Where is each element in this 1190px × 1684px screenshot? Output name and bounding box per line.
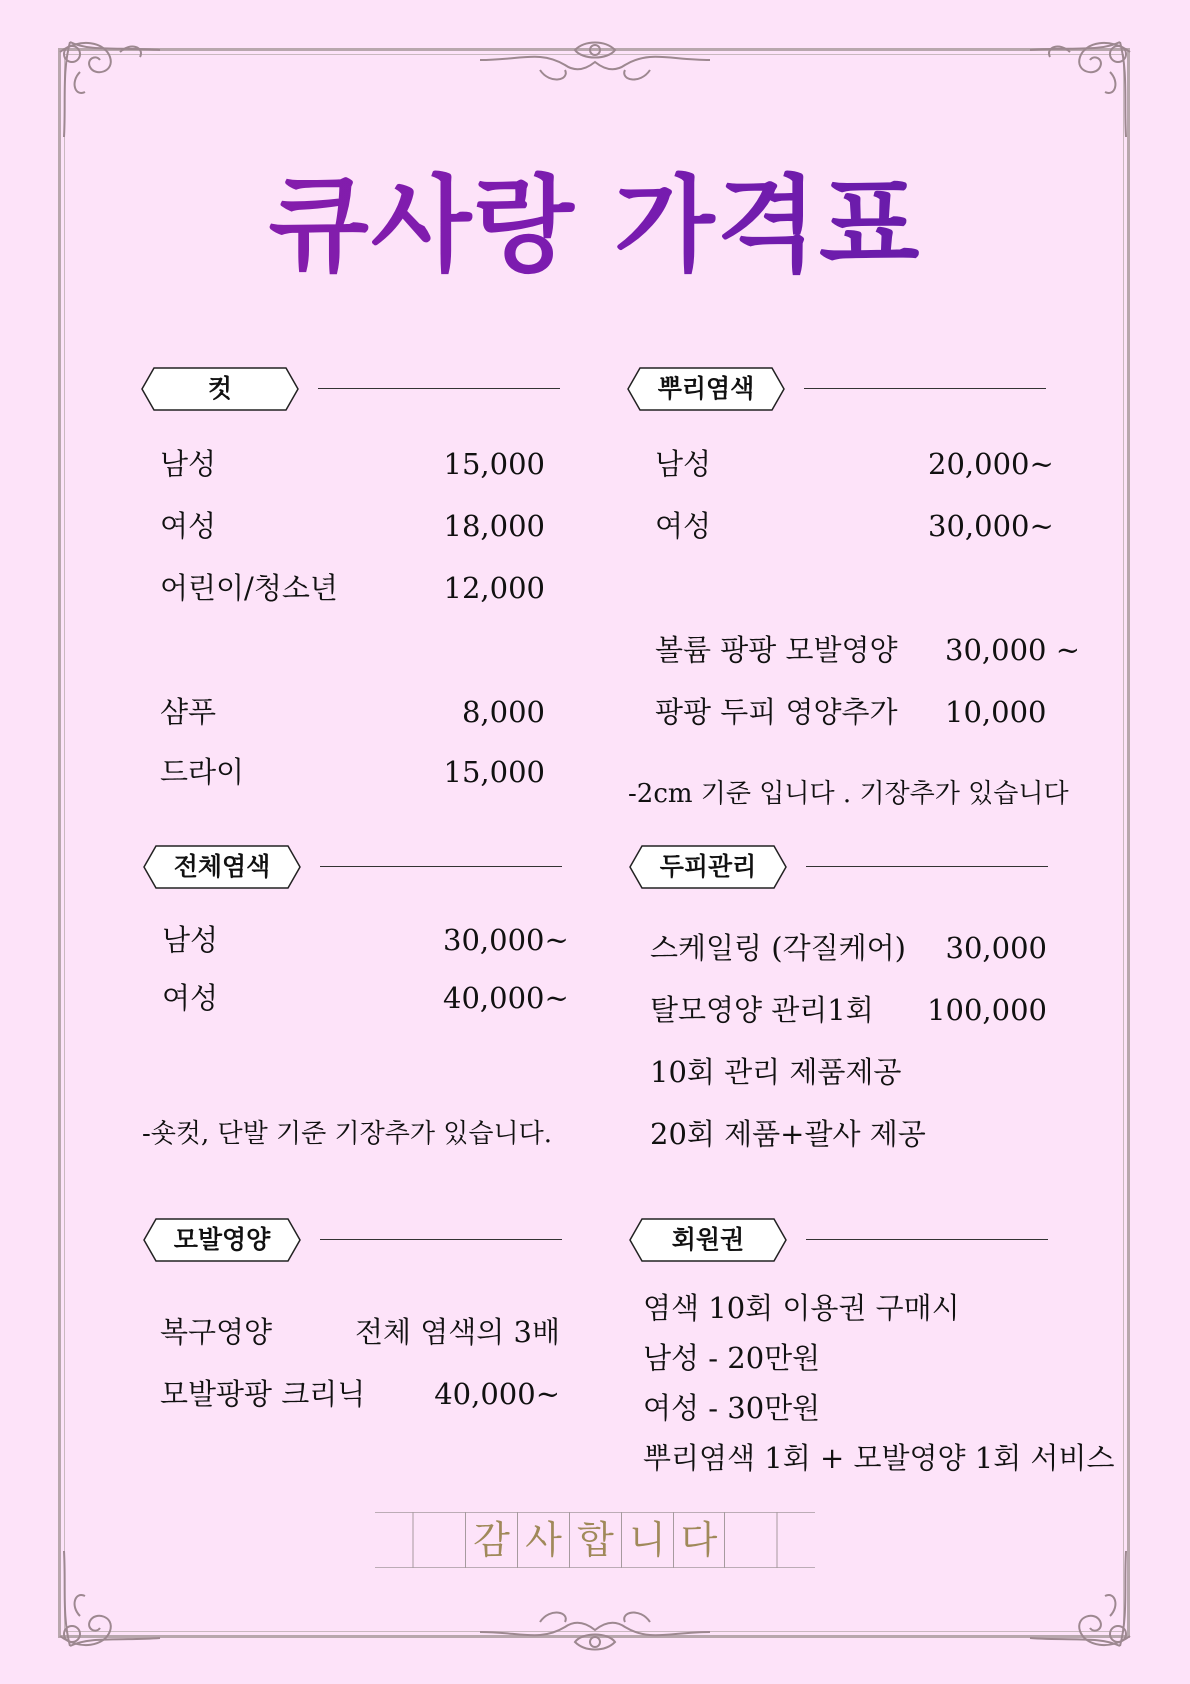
section-rule (806, 1239, 1048, 1240)
membership-line: 남성 - 20만원 (643, 1341, 821, 1375)
cut-item-name: 여성 (160, 509, 217, 543)
treatment-item-name: 모발팡팡 크리닉 (160, 1377, 366, 1411)
membership-line: 여성 - 30만원 (643, 1391, 821, 1425)
root-dye-item-name: 팡팡 두피 영양추가 (655, 695, 898, 729)
corner-ornament-bottom-right (1020, 1546, 1140, 1656)
section-rule (804, 388, 1046, 389)
scalp-item-name: 스케일링 (각질케어) (650, 931, 906, 965)
cut-item-name: 샴푸 (160, 695, 217, 729)
thanks-char: 니 (621, 1512, 673, 1568)
cut-item-price: 18,000 (443, 509, 545, 543)
section-header-membership (628, 1218, 1048, 1262)
section-label-treatment: 모발영양 (173, 1225, 271, 1254)
section-rule (320, 866, 562, 867)
section-label-membership: 회원권 (671, 1225, 745, 1254)
scalp-line: 10회 관리 제품제공 (650, 1055, 902, 1089)
scalp-item-price: 30,000 (945, 931, 1047, 965)
thanks-char: 사 (517, 1512, 569, 1568)
section-header-full-dye (142, 845, 562, 889)
cut-item-price: 15,000 (443, 755, 545, 789)
root-dye-item-price: 30,000~ (928, 509, 1054, 543)
cut-item-price: 8,000 (461, 695, 545, 729)
section-rule (806, 866, 1048, 867)
corner-ornament-bottom-left (50, 1546, 170, 1656)
section-label-scalp: 두피관리 (659, 852, 757, 881)
section-rule (318, 388, 560, 389)
corner-ornament-top-left (50, 32, 170, 142)
thanks-char: 합 (569, 1512, 621, 1568)
cut-item-name: 남성 (160, 447, 217, 481)
thanks-char: 다 (673, 1512, 725, 1568)
full-dye-note: -숏컷, 단발 기준 기장추가 있습니다. (142, 1119, 552, 1149)
section-header-cut (140, 367, 560, 411)
thanks-char: 감 (465, 1512, 517, 1568)
full-dye-item-name: 남성 (162, 923, 219, 957)
root-dye-item-price: 30,000 ~ (945, 633, 1080, 667)
top-center-ornament (480, 40, 710, 92)
treatment-item-price: 전체 염색의 3배 (355, 1315, 560, 1349)
root-dye-note: -2cm 기준 입니다 . 기장추가 있습니다 (628, 779, 1069, 809)
cut-item-name: 어린이/청소년 (160, 571, 338, 605)
membership-line: 뿌리염색 1회 + 모발영양 1회 서비스 (643, 1441, 1115, 1475)
section-label-root-dye: 뿌리염색 (657, 374, 755, 403)
treatment-item-name: 복구영양 (160, 1315, 273, 1349)
cut-item-name: 드라이 (160, 755, 245, 789)
membership-line: 염색 10회 이용권 구매시 (643, 1291, 960, 1325)
root-dye-item-price: 10,000 (945, 695, 1047, 729)
bottom-center-ornament (480, 1600, 710, 1652)
section-header-scalp (628, 845, 1048, 889)
section-label-cut: 컷 (207, 374, 233, 403)
scalp-line: 20회 제품+괄사 제공 (650, 1117, 926, 1151)
cut-item-price: 15,000 (443, 447, 545, 481)
full-dye-item-price: 30,000~ (443, 923, 569, 957)
root-dye-item-name: 볼륨 팡팡 모발영양 (655, 633, 898, 667)
section-header-root-dye (626, 367, 1046, 411)
section-label-full-dye: 전체염색 (173, 852, 271, 881)
scalp-item-price: 100,000 (927, 993, 1047, 1027)
root-dye-item-name: 남성 (655, 447, 712, 481)
thanks-footer (375, 1512, 815, 1568)
scalp-item-name: 탈모영양 관리1회 (650, 993, 874, 1027)
page-title: 큐사랑 가격표 (0, 165, 1190, 285)
root-dye-item-price: 20,000~ (928, 447, 1054, 481)
corner-ornament-top-right (1020, 32, 1140, 142)
treatment-item-price: 40,000~ (434, 1377, 560, 1411)
full-dye-item-price: 40,000~ (443, 981, 569, 1015)
section-rule (320, 1239, 562, 1240)
cut-item-price: 12,000 (443, 571, 545, 605)
section-header-treatment (142, 1218, 562, 1262)
full-dye-item-name: 여성 (162, 981, 219, 1015)
root-dye-item-name: 여성 (655, 509, 712, 543)
